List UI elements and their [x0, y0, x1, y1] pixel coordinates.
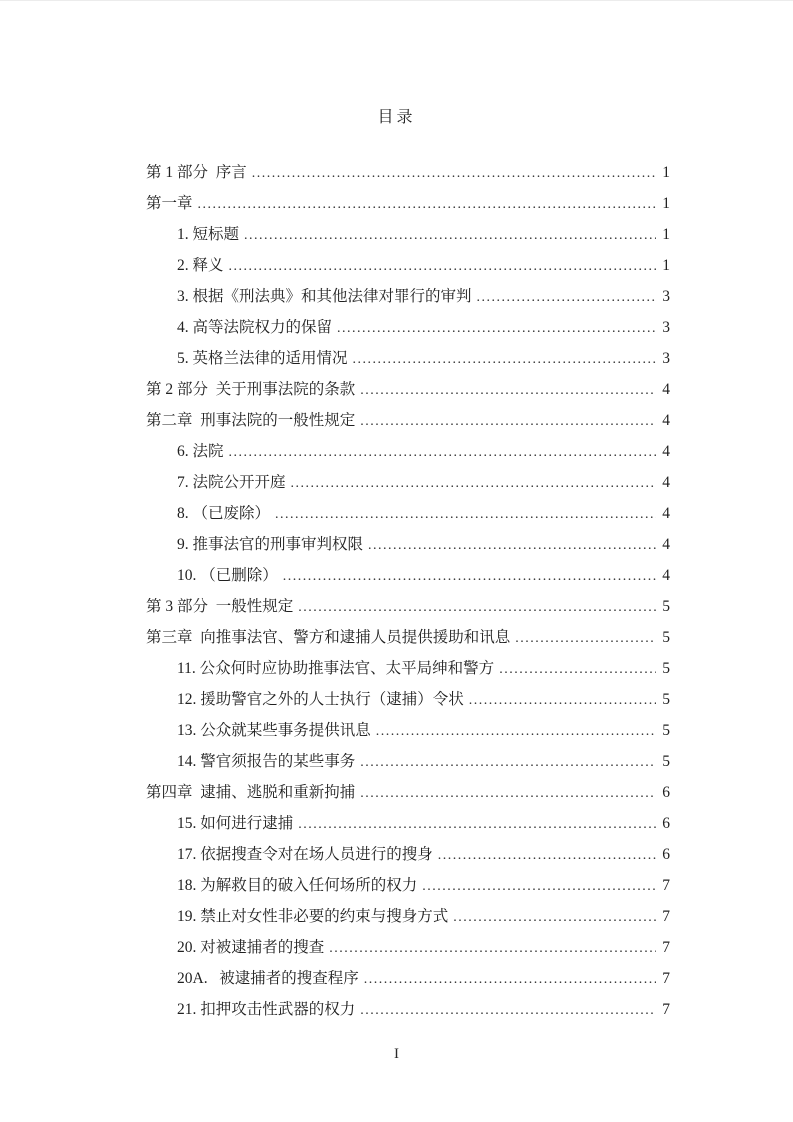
toc-entry-label: 第一章	[146, 195, 193, 212]
toc-entry[interactable]	[146, 405, 670, 436]
toc-entry-page-number: 1	[662, 226, 670, 243]
dot-leader	[364, 964, 656, 995]
dot-leader	[298, 809, 656, 840]
toc-entry[interactable]	[146, 963, 670, 994]
toc-entry-page-number: 7	[662, 877, 670, 894]
dot-leader	[453, 902, 656, 933]
toc-entry-page-number: 1	[662, 164, 670, 181]
toc-entry-label: 4. 高等法院权力的保留	[177, 319, 333, 336]
dot-leader	[360, 406, 656, 437]
toc-entry-page-number: 5	[662, 691, 670, 708]
dot-leader	[291, 468, 656, 499]
toc-entry[interactable]	[146, 467, 670, 498]
toc-entry[interactable]	[146, 994, 670, 1025]
toc-entry[interactable]	[146, 312, 670, 343]
toc-entry-label: 第四章 逮捕、逃脱和重新拘捕	[146, 784, 356, 801]
toc-entry-page-number: 5	[662, 753, 670, 770]
toc-entry-page-number: 6	[662, 815, 670, 832]
toc-entry-label: 18. 为解救目的破入任何场所的权力	[177, 877, 418, 894]
toc-entry[interactable]	[146, 684, 670, 715]
toc-entry-label: 第 1 部分 序言	[146, 164, 247, 181]
toc-entry-page-number: 4	[662, 474, 670, 491]
toc-entry-label: 2. 释义	[177, 257, 224, 274]
toc-entry-page-number: 4	[662, 505, 670, 522]
dot-leader	[376, 716, 656, 747]
toc-entry[interactable]	[146, 560, 670, 591]
toc-entry-page-number: 5	[662, 722, 670, 739]
toc-entry-page-number: 3	[662, 350, 670, 367]
toc-entry-label: 21. 扣押攻击性武器的权力	[177, 1001, 356, 1018]
toc-entry[interactable]	[146, 901, 670, 932]
page-title: 目录	[377, 109, 416, 126]
toc-entry[interactable]	[146, 188, 670, 219]
dot-leader	[422, 871, 656, 902]
toc-entry[interactable]	[146, 374, 670, 405]
toc-entry[interactable]	[146, 777, 670, 808]
toc-entry[interactable]	[146, 622, 670, 653]
toc-entry-page-number: 6	[662, 846, 670, 863]
toc-entry-label: 8. （已废除）	[177, 505, 271, 522]
toc-entry-page-number: 1	[662, 195, 670, 212]
toc-entry-page-number: 3	[662, 288, 670, 305]
toc-entry-label: 10. （已删除）	[177, 567, 278, 584]
toc-entry[interactable]	[146, 157, 670, 188]
table-of-contents	[146, 157, 670, 1025]
toc-entry-page-number: 4	[662, 536, 670, 553]
toc-entry-page-number: 5	[662, 660, 670, 677]
dot-leader	[368, 530, 656, 561]
toc-entry-page-number: 7	[662, 939, 670, 956]
toc-entry[interactable]	[146, 281, 670, 312]
dot-leader	[229, 251, 656, 282]
dot-leader	[360, 747, 656, 778]
dot-leader	[360, 995, 656, 1026]
toc-entry-label: 20A. 被逮捕者的搜查程序	[177, 970, 359, 987]
toc-entry[interactable]	[146, 870, 670, 901]
dot-leader	[329, 933, 656, 964]
toc-entry-page-number: 4	[662, 567, 670, 584]
toc-entry[interactable]	[146, 250, 670, 281]
toc-entry-label: 14. 警官须报告的某些事务	[177, 753, 356, 770]
toc-entry-page-number: 7	[662, 970, 670, 987]
toc-entry-page-number: 5	[662, 598, 670, 615]
toc-entry-label: 6. 法院	[177, 443, 224, 460]
toc-entry-page-number: 4	[662, 412, 670, 429]
toc-entry-label: 11. 公众何时应协助推事法官、太平局绅和警方	[177, 660, 495, 677]
toc-entry-label: 13. 公众就某些事务提供讯息	[177, 722, 371, 739]
toc-entry[interactable]	[146, 746, 670, 777]
toc-entry-label: 12. 援助警官之外的人士执行（逮捕）令状	[177, 691, 464, 708]
toc-entry-label: 17. 依据搜查令对在场人员进行的搜身	[177, 846, 433, 863]
toc-entry[interactable]	[146, 653, 670, 684]
toc-entry-label: 19. 禁止对女性非必要的约束与搜身方式	[177, 908, 449, 925]
toc-entry[interactable]	[146, 839, 670, 870]
dot-leader	[244, 220, 656, 251]
toc-entry-page-number: 7	[662, 1001, 670, 1018]
dot-leader	[360, 778, 656, 809]
dot-leader	[198, 189, 656, 220]
toc-entry-label: 3. 根据《刑法典》和其他法律对罪行的审判	[177, 288, 472, 305]
dot-leader	[252, 158, 656, 189]
toc-entry[interactable]	[146, 529, 670, 560]
toc-entry-page-number: 4	[662, 443, 670, 460]
dot-leader	[477, 282, 656, 313]
toc-entry-page-number: 3	[662, 319, 670, 336]
toc-entry[interactable]	[146, 436, 670, 467]
toc-entry-page-number: 6	[662, 784, 670, 801]
toc-entry-label: 第 2 部分 关于刑事法院的条款	[146, 381, 356, 398]
toc-entry-label: 第三章 向推事法官、警方和逮捕人员提供援助和讯息	[146, 629, 511, 646]
toc-entry-label: 20. 对被逮捕者的搜查	[177, 939, 325, 956]
toc-entry-page-number: 7	[662, 908, 670, 925]
toc-entry[interactable]	[146, 932, 670, 963]
toc-entry[interactable]	[146, 498, 670, 529]
toc-entry-label: 9. 推事法官的刑事审判权限	[177, 536, 364, 553]
toc-entry[interactable]	[146, 219, 670, 250]
toc-entry-page-number: 4	[662, 381, 670, 398]
toc-entry[interactable]	[146, 715, 670, 746]
dot-leader	[360, 375, 656, 406]
dot-leader	[229, 437, 656, 468]
toc-entry-label: 7. 法院公开开庭	[177, 474, 286, 491]
toc-entry[interactable]	[146, 591, 670, 622]
dot-leader	[469, 685, 656, 716]
dot-leader	[298, 592, 656, 623]
toc-entry[interactable]	[146, 808, 670, 839]
toc-entry-page-number: 5	[662, 629, 670, 646]
dot-leader	[353, 344, 656, 375]
dot-leader	[499, 654, 656, 685]
page-number-footer: I	[394, 1046, 399, 1062]
dot-leader	[438, 840, 656, 871]
toc-entry-label: 第二章 刑事法院的一般性规定	[146, 412, 356, 429]
toc-entry-label: 15. 如何进行逮捕	[177, 815, 294, 832]
toc-entry-page-number: 1	[662, 257, 670, 274]
toc-entry-label: 第 3 部分 一般性规定	[146, 598, 294, 615]
dot-leader	[515, 623, 656, 654]
dot-leader	[337, 313, 656, 344]
toc-entry-label: 5. 英格兰法律的适用情况	[177, 350, 348, 367]
dot-leader	[275, 499, 656, 530]
toc-entry-label: 1. 短标题	[177, 226, 240, 243]
toc-entry[interactable]	[146, 343, 670, 374]
dot-leader	[283, 561, 656, 592]
